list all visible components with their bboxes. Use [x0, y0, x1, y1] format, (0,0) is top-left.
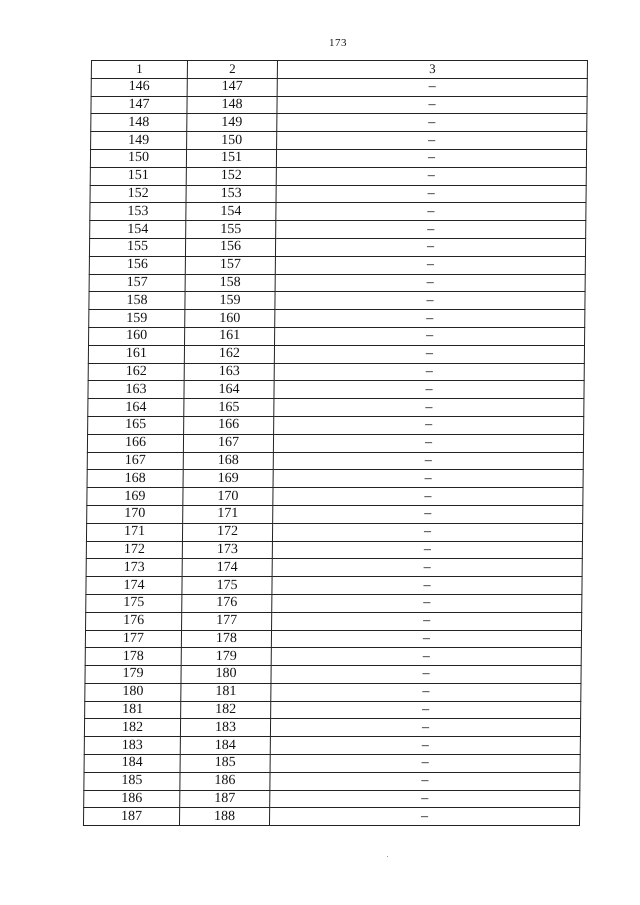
cell-col-3: – [269, 808, 579, 826]
cell-col-2: 175 [182, 577, 272, 595]
table-row [87, 505, 583, 523]
cell-col-1: 169 [87, 488, 183, 506]
cell-col-2: 170 [183, 488, 273, 506]
cell-col-2: 164 [184, 381, 274, 399]
cell-col-2: 151 [186, 149, 276, 167]
cell-col-1: 187 [83, 808, 179, 826]
table-row [90, 203, 586, 221]
cell-col-2: 172 [182, 523, 272, 541]
cell-col-1: 184 [84, 755, 180, 773]
cell-col-1: 177 [85, 630, 181, 648]
cell-col-3: – [273, 470, 583, 488]
cell-col-2: 181 [181, 683, 271, 701]
cell-col-1: 179 [85, 666, 181, 684]
cell-col-1: 155 [89, 238, 185, 256]
cell-col-2: 163 [184, 363, 274, 381]
table-row [84, 755, 580, 773]
cell-col-2: 188 [179, 808, 269, 826]
cell-col-1: 173 [86, 559, 182, 577]
table-row [89, 274, 585, 292]
cell-col-2: 150 [187, 132, 277, 150]
column-header-3: 3 [277, 61, 587, 79]
cell-col-1: 174 [86, 577, 182, 595]
cell-col-1: 150 [90, 149, 186, 167]
cell-col-3: – [277, 114, 587, 132]
cell-col-3: – [270, 790, 580, 808]
cell-col-2: 157 [185, 256, 275, 274]
cell-col-1: 153 [90, 203, 186, 221]
table-row [86, 612, 582, 630]
table-header-row [91, 61, 587, 79]
cell-col-3: – [276, 185, 586, 203]
table-row [91, 114, 587, 132]
table-row [85, 648, 581, 666]
cell-col-2: 184 [180, 737, 270, 755]
cell-col-1: 163 [88, 381, 184, 399]
cell-col-2: 173 [182, 541, 272, 559]
table-row [88, 381, 584, 399]
cell-col-1: 172 [86, 541, 182, 559]
cell-col-1: 171 [86, 523, 182, 541]
cell-col-3: – [276, 203, 586, 221]
cell-col-1: 182 [84, 719, 180, 737]
cell-col-2: 168 [183, 452, 273, 470]
cell-col-3: – [271, 683, 581, 701]
cell-col-1: 183 [84, 737, 180, 755]
cell-col-2: 174 [182, 559, 272, 577]
cell-col-1: 152 [90, 185, 186, 203]
cell-col-1: 154 [90, 221, 186, 239]
table-row [89, 256, 585, 274]
table-row [84, 790, 580, 808]
cell-col-2: 155 [186, 221, 276, 239]
cell-col-2: 147 [187, 78, 277, 96]
cell-col-1: 158 [89, 292, 185, 310]
cell-col-1: 178 [85, 648, 181, 666]
cell-col-3: – [272, 594, 582, 612]
cell-col-1: 161 [88, 345, 184, 363]
cell-col-2: 166 [184, 416, 274, 434]
table-row [87, 452, 583, 470]
cell-col-3: – [275, 238, 585, 256]
cell-col-3: – [272, 577, 582, 595]
table-row [85, 666, 581, 684]
table-row [88, 416, 584, 434]
cell-col-3: – [270, 737, 580, 755]
cell-col-3: – [270, 772, 580, 790]
cell-col-2: 149 [187, 114, 277, 132]
cell-col-1: 151 [90, 167, 186, 185]
cell-col-3: – [275, 256, 585, 274]
cell-col-1: 186 [84, 790, 180, 808]
cell-col-3: – [272, 612, 582, 630]
cell-col-1: 170 [87, 505, 183, 523]
cell-col-3: – [274, 363, 584, 381]
table-row [91, 132, 587, 150]
cell-col-2: 177 [182, 612, 272, 630]
cell-col-1: 167 [87, 452, 183, 470]
cell-col-2: 152 [186, 167, 276, 185]
table-row [88, 363, 584, 381]
table-row [88, 399, 584, 417]
cell-col-3: – [271, 666, 581, 684]
cell-col-2: 148 [187, 96, 277, 114]
table-row [90, 221, 586, 239]
cell-col-3: – [276, 221, 586, 239]
cell-col-1: 181 [85, 701, 181, 719]
cell-col-2: 179 [181, 648, 271, 666]
cell-col-1: 165 [88, 416, 184, 434]
cell-col-1: 160 [89, 327, 185, 345]
cell-col-2: 159 [185, 292, 275, 310]
cell-col-1: 168 [87, 470, 183, 488]
table-row [90, 185, 586, 203]
cell-col-1: 185 [84, 772, 180, 790]
cell-col-1: 149 [91, 132, 187, 150]
cell-col-3: – [276, 167, 586, 185]
cell-col-2: 156 [185, 238, 275, 256]
cell-col-2: 185 [180, 755, 270, 773]
cell-col-3: – [274, 399, 584, 417]
cell-col-1: 148 [91, 114, 187, 132]
cell-col-3: – [272, 541, 582, 559]
scan-speck [387, 856, 388, 857]
cell-col-2: 183 [180, 719, 270, 737]
cell-col-1: 156 [89, 256, 185, 274]
table-row [90, 167, 586, 185]
cell-col-3: – [277, 96, 587, 114]
table-row [89, 310, 585, 328]
table-row [87, 470, 583, 488]
cell-col-2: 187 [180, 790, 270, 808]
cell-col-2: 169 [183, 470, 273, 488]
cell-col-3: – [273, 434, 583, 452]
cell-col-2: 165 [184, 399, 274, 417]
table-row [86, 541, 582, 559]
table-row [84, 772, 580, 790]
table-row [83, 808, 579, 826]
cell-col-3: – [277, 132, 587, 150]
cell-col-1: 176 [86, 612, 182, 630]
cell-col-3: – [274, 345, 584, 363]
cell-col-2: 154 [186, 203, 276, 221]
cell-col-3: – [274, 416, 584, 434]
cell-col-1: 157 [89, 274, 185, 292]
cell-col-3: – [275, 274, 585, 292]
table-row [90, 149, 586, 167]
cell-col-2: 153 [186, 185, 276, 203]
table-row [85, 683, 581, 701]
cell-col-2: 162 [184, 345, 274, 363]
cell-col-3: – [271, 630, 581, 648]
cell-col-3: – [271, 648, 581, 666]
cell-col-2: 167 [183, 434, 273, 452]
table-body [83, 61, 587, 826]
cell-col-3: – [270, 719, 580, 737]
cell-col-2: 176 [182, 594, 272, 612]
cell-col-3: – [273, 505, 583, 523]
table-row [86, 523, 582, 541]
table-row [88, 345, 584, 363]
cell-col-2: 178 [181, 630, 271, 648]
cell-col-3: – [275, 327, 585, 345]
table-row [84, 719, 580, 737]
cell-col-3: – [275, 310, 585, 328]
cell-col-2: 182 [181, 701, 271, 719]
cell-col-1: 180 [85, 683, 181, 701]
table-row [87, 434, 583, 452]
cell-col-1: 146 [91, 78, 187, 96]
table-row [91, 96, 587, 114]
table-row [89, 327, 585, 345]
cell-col-2: 180 [181, 666, 271, 684]
data-table [83, 60, 588, 826]
cell-col-1: 159 [89, 310, 185, 328]
table-row [85, 630, 581, 648]
column-header-1: 1 [91, 61, 187, 79]
cell-col-2: 158 [185, 274, 275, 292]
cell-col-2: 161 [185, 327, 275, 345]
table-row [89, 292, 585, 310]
cell-col-3: – [273, 488, 583, 506]
cell-col-2: 160 [185, 310, 275, 328]
cell-col-1: 147 [91, 96, 187, 114]
cell-col-3: – [274, 381, 584, 399]
table-row [86, 594, 582, 612]
table-row [85, 701, 581, 719]
cell-col-3: – [276, 149, 586, 167]
table-row [91, 78, 587, 96]
table-row [86, 577, 582, 595]
cell-col-3: – [277, 78, 587, 96]
cell-col-2: 186 [180, 772, 270, 790]
page-number: 173 [329, 37, 347, 49]
cell-col-3: – [272, 523, 582, 541]
cell-col-3: – [270, 755, 580, 773]
table-row [87, 488, 583, 506]
table-row [84, 737, 580, 755]
cell-col-2: 171 [183, 505, 273, 523]
table-row [89, 238, 585, 256]
cell-col-1: 162 [88, 363, 184, 381]
cell-col-3: – [273, 452, 583, 470]
cell-col-1: 164 [88, 399, 184, 417]
column-header-2: 2 [187, 61, 277, 79]
cell-col-1: 166 [87, 434, 183, 452]
table-row [86, 559, 582, 577]
cell-col-1: 175 [86, 594, 182, 612]
cell-col-3: – [272, 559, 582, 577]
cell-col-3: – [271, 701, 581, 719]
cell-col-3: – [275, 292, 585, 310]
